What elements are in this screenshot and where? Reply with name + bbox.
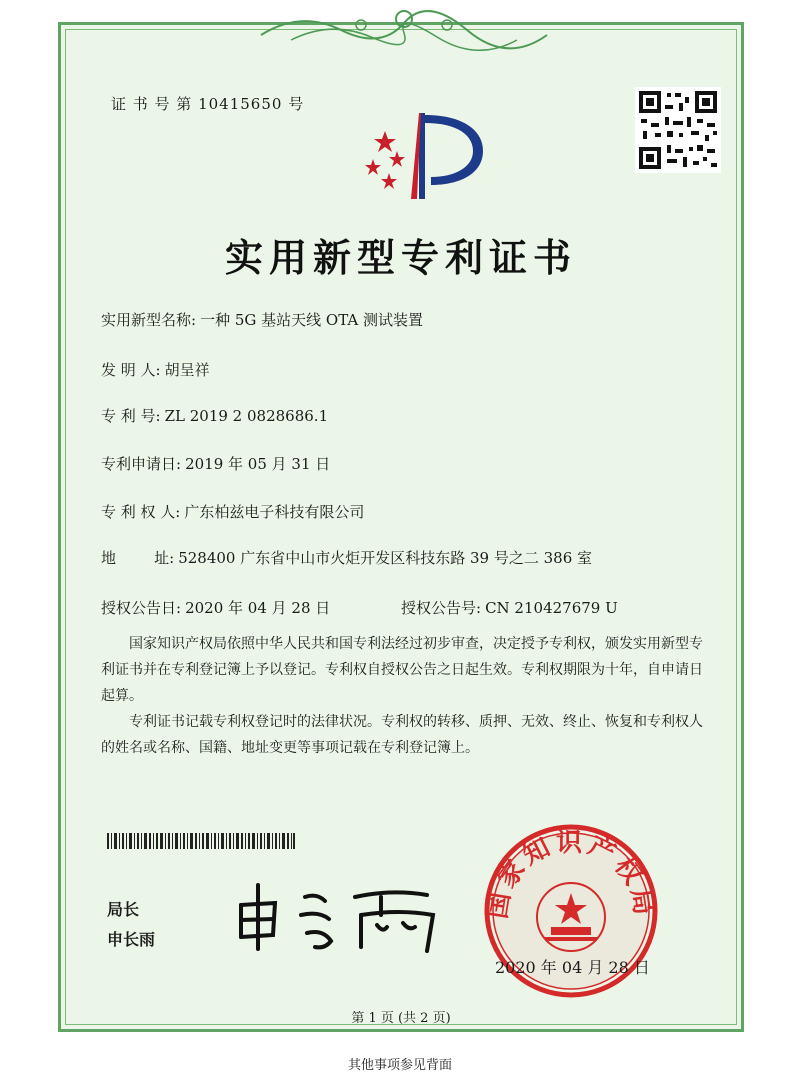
back-note: 其他事项参见背面 bbox=[347, 1058, 452, 1073]
field-filing-date bbox=[101, 453, 330, 474]
patent-number-label: 专 利 号: bbox=[101, 407, 161, 425]
certificate-number: 证 书 号 第 10415650 号 bbox=[111, 95, 305, 113]
address-label: 地 址: bbox=[101, 549, 175, 567]
grant-date-value: 2020 年 04 月 28 日 bbox=[185, 599, 331, 617]
field-patent-number bbox=[101, 405, 328, 426]
field-address bbox=[101, 547, 592, 568]
page-number: 第 1 页 (共 2 页) bbox=[351, 1011, 451, 1026]
patent-number-value: ZL 2019 2 0828686.1 bbox=[164, 407, 329, 425]
grant-date-label: 授权公告日: bbox=[101, 599, 182, 617]
filing-date-label: 专利申请日: bbox=[101, 455, 182, 473]
statement-paragraph-2: 专利证书记载专利权登记时的法律状况。专利权的转移、质押、无效、终止、恢复和专利权人的姓名或名称、国籍、地址变更等事项记载在专利登记簿上。 bbox=[101, 714, 703, 756]
utility-name-label: 实用新型名称: bbox=[101, 311, 197, 329]
director-signature bbox=[231, 875, 471, 955]
director-title: 局长 bbox=[107, 900, 140, 919]
certificate-frame bbox=[58, 22, 744, 1032]
top-ornament bbox=[61, 5, 747, 51]
utility-name-value: 一种 5G 基站天线 OTA 测试装置 bbox=[200, 311, 423, 329]
filing-date-value: 2019 年 05 月 31 日 bbox=[185, 455, 331, 473]
field-grant-date bbox=[101, 597, 330, 618]
field-inventor bbox=[101, 359, 210, 380]
inventor-label: 发 明 人: bbox=[101, 361, 161, 379]
patentee-value: 广东柏兹电子科技有限公司 bbox=[184, 503, 365, 521]
grant-number-label: 授权公告号: bbox=[401, 599, 482, 617]
field-patentee bbox=[101, 501, 364, 522]
patentee-label: 专 利 权 人: bbox=[101, 503, 181, 521]
seal-date: 2020 年 04 月 28 日 bbox=[495, 958, 650, 977]
inventor-value: 胡呈祥 bbox=[164, 361, 210, 379]
cnipa-logo-icon bbox=[361, 107, 487, 205]
address-value: 528400 广东省中山市火炬开发区科技东路 39 号之二 386 室 bbox=[178, 549, 593, 567]
certificate-title: 实用新型专利证书 bbox=[224, 235, 577, 280]
seal-text: 国家知识产权局 bbox=[482, 828, 660, 921]
field-grant-number bbox=[401, 597, 618, 618]
qr-code-icon bbox=[635, 87, 721, 173]
barcode-icon bbox=[107, 833, 295, 849]
field-utility-name bbox=[101, 309, 423, 330]
director-name: 申长雨 bbox=[107, 930, 156, 949]
grant-number-value: CN 210427679 U bbox=[485, 599, 618, 617]
statement-paragraph-1: 国家知识产权局依照中华人民共和国专利法经过初步审查，决定授予专利权，颁发实用新型专利证书并在专利登记簿上予以登记。专利权自授权公告之日起生效。专利权期限为十年，自申请日起算。 bbox=[101, 636, 703, 704]
